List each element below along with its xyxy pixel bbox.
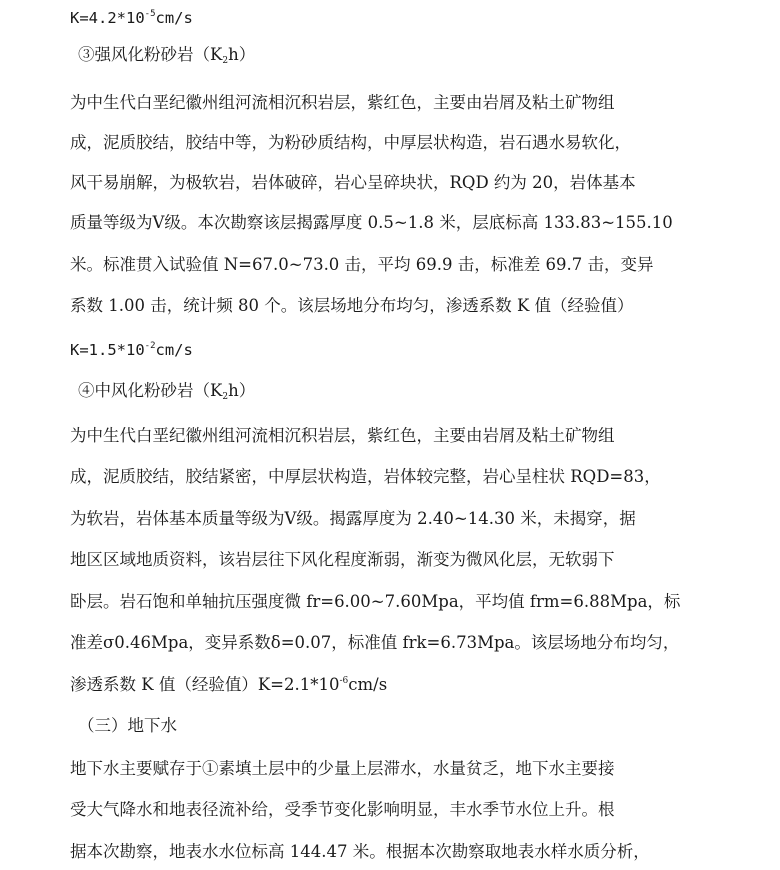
paragraph-line-k bbox=[70, 675, 710, 695]
k-exponent: -2 bbox=[144, 341, 156, 351]
section-heading-4 bbox=[78, 381, 718, 401]
k-unit: cm/s bbox=[155, 341, 193, 359]
paragraph-line: 米。标准贯入试验值 N=67.0~73.0 击，平均 69.9 击，标准差 69.7 击，变异 bbox=[70, 255, 654, 274]
paragraph-line: 风干易崩解，为极软岩，岩体破碎，岩心呈碎块状，RQD 约为 20，岩体基本 bbox=[70, 173, 636, 192]
paragraph-line: 地区区域地质资料，该岩层往下风化程度渐弱，渐变为微风化层，无软弱下 bbox=[70, 550, 615, 569]
paragraph-line: 准差σ0.46Mpa，变异系数δ=0.07，标准值 frk=6.73Mpa。该层场地分布均匀， bbox=[70, 633, 680, 652]
k-unit: cm/s bbox=[348, 675, 388, 694]
permeability-line-1 bbox=[70, 8, 710, 28]
paragraph-line: 受大气降水和地表径流补给，受季节变化影响明显，丰水季节水位上升。根 bbox=[70, 800, 615, 819]
k-value-text: K=1.5*10 bbox=[70, 341, 145, 359]
paragraph-line: 为中生代白垩纪徽州组河流相沉积岩层，紫红色，主要由岩屑及粘土矿物组 bbox=[70, 426, 615, 445]
paragraph-line: 系数 1.00 击，统计频 80 个。该层场地分布均匀，渗透系数 K 值（经验值） bbox=[70, 296, 634, 315]
k-exponent: -5 bbox=[144, 9, 156, 19]
paragraph-line: 质量等级为Ⅴ级。本次勘察该层揭露厚度 0.5~1.8 米，层底标高 133.83~155.10 bbox=[70, 213, 673, 232]
section-heading-3-sub: 2 bbox=[222, 56, 229, 66]
paragraph-line: 为中生代白垩纪徽州组河流相沉积岩层，紫红色，主要由岩屑及粘土矿物组 bbox=[70, 93, 615, 112]
paragraph-line: 地下水主要赋存于①素填土层中的少量上层滞水，水量贫乏，地下水主要接 bbox=[70, 759, 615, 778]
permeability-line-2 bbox=[70, 340, 710, 360]
section-heading-3-tail: h） bbox=[228, 45, 256, 64]
section-heading-3-label: ③强风化粉砂岩（K bbox=[78, 45, 223, 64]
paragraph-line: 据本次勘察，地表水水位标高 144.47 米。根据本次勘察取地表水样水质分析， bbox=[70, 842, 650, 861]
section-heading-4-label: ④中风化粉砂岩（K bbox=[78, 381, 223, 400]
paragraph-line: 成，泥质胶结，胶结中等，为粉砂质结构，中厚层状构造，岩石遇水易软化， bbox=[70, 133, 631, 152]
k-unit: cm/s bbox=[155, 9, 193, 27]
section-heading-groundwater: （三）地下水 bbox=[78, 716, 177, 735]
section-heading-4-sub: 2 bbox=[222, 392, 229, 402]
k-exponent: -6 bbox=[339, 676, 349, 686]
section-heading-3 bbox=[78, 45, 718, 65]
paragraph-line-text: 渗透系数 K 值（经验值）K=2.1*10 bbox=[70, 675, 340, 694]
paragraph-line: 成，泥质胶结，胶结紧密，中厚层状构造，岩体较完整，岩心呈柱状 RQD=83， bbox=[70, 467, 661, 486]
paragraph-line: 卧层。岩石饱和单轴抗压强度微 fr=6.00~7.60Mpa，平均值 frm=6.88Mpa，标 bbox=[70, 592, 681, 611]
section-heading-4-tail: h） bbox=[228, 381, 256, 400]
k-value-text: K=4.2*10 bbox=[70, 9, 145, 27]
paragraph-line: 为软岩，岩体基本质量等级为Ⅴ级。揭露厚度为 2.40~14.30 米，未揭穿，据 bbox=[70, 509, 636, 528]
